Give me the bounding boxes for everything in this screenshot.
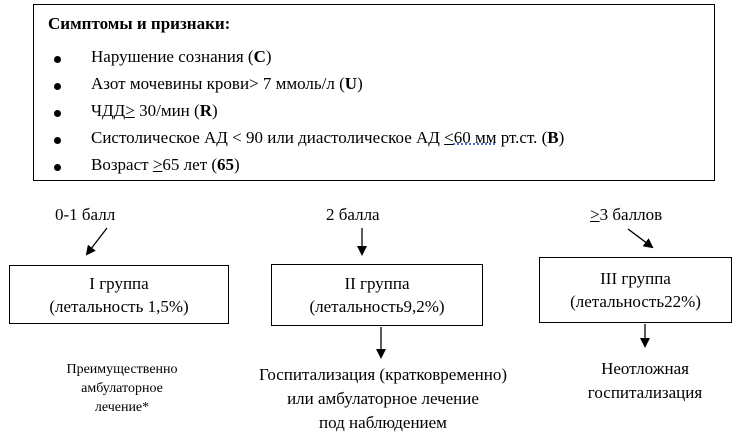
group-title: II группа [344,274,410,293]
score-ge-sign: > [590,205,600,224]
symptom-code: R [199,101,212,120]
group-title: III группа [600,269,671,288]
arrow-score-3-to-group-3 [628,229,652,247]
symptom-text: Азот мочевины крови> 7 ммоль/л ( [91,74,345,93]
symptom-code: B [547,128,559,147]
symptom-code: U [344,74,358,93]
symptom-code: C [253,47,266,66]
outcome-line: лечение* [94,400,150,415]
symptom-text: Систолическое АД < 90 или диастолическое АД [91,128,445,147]
score-label-text: 3 баллов [599,205,663,224]
score-label-0-1: 0-1 балл [55,205,116,224]
group-mortality: (летальность 1,5%) [49,297,189,316]
symptom-rest: рт.ст. ( [496,128,548,147]
symptom-dotted-value: 60 мм [453,128,497,147]
symptom-tail: ) [357,74,363,93]
group-title: I группа [89,274,149,293]
outcome-line: Неотложная [601,359,689,378]
group-mortality: (летальность9,2%) [309,297,445,316]
symptom-text: 30/мин ( [134,101,200,120]
outcome-line: амбулаторное [81,381,163,396]
outcome-line: или амбулаторное лечение [287,389,479,408]
symptom-ge-sign: > [125,101,135,120]
symptoms-title: Симптомы и признаки: [48,14,231,33]
symptom-le-sign: < [444,128,454,147]
arrow-score-0-1-to-group-1 [87,228,107,254]
symptom-tail: ) [265,47,272,66]
symptom-tail: ) [234,155,240,174]
symptom-text: Нарушение сознания ( [91,47,254,66]
score-label-2: 2 балла [326,205,380,224]
group-mortality: (летальность22%) [570,292,701,311]
symptom-tail: ) [211,101,218,120]
symptom-code: 65 [217,155,235,174]
outcome-line: под наблюдением [319,413,447,432]
symptom-ge-sign: > [152,155,163,174]
symptom-prefix: ЧДД [91,101,126,120]
outcome-line: Преимущественно [66,362,178,377]
symptom-text: 65 лет ( [162,155,218,174]
symptom-prefix: Возраст [91,155,153,174]
outcome-line: госпитализация [587,383,703,402]
outcome-line: Госпитализация (кратковременно) [258,365,508,384]
symptom-tail: ) [558,128,565,147]
